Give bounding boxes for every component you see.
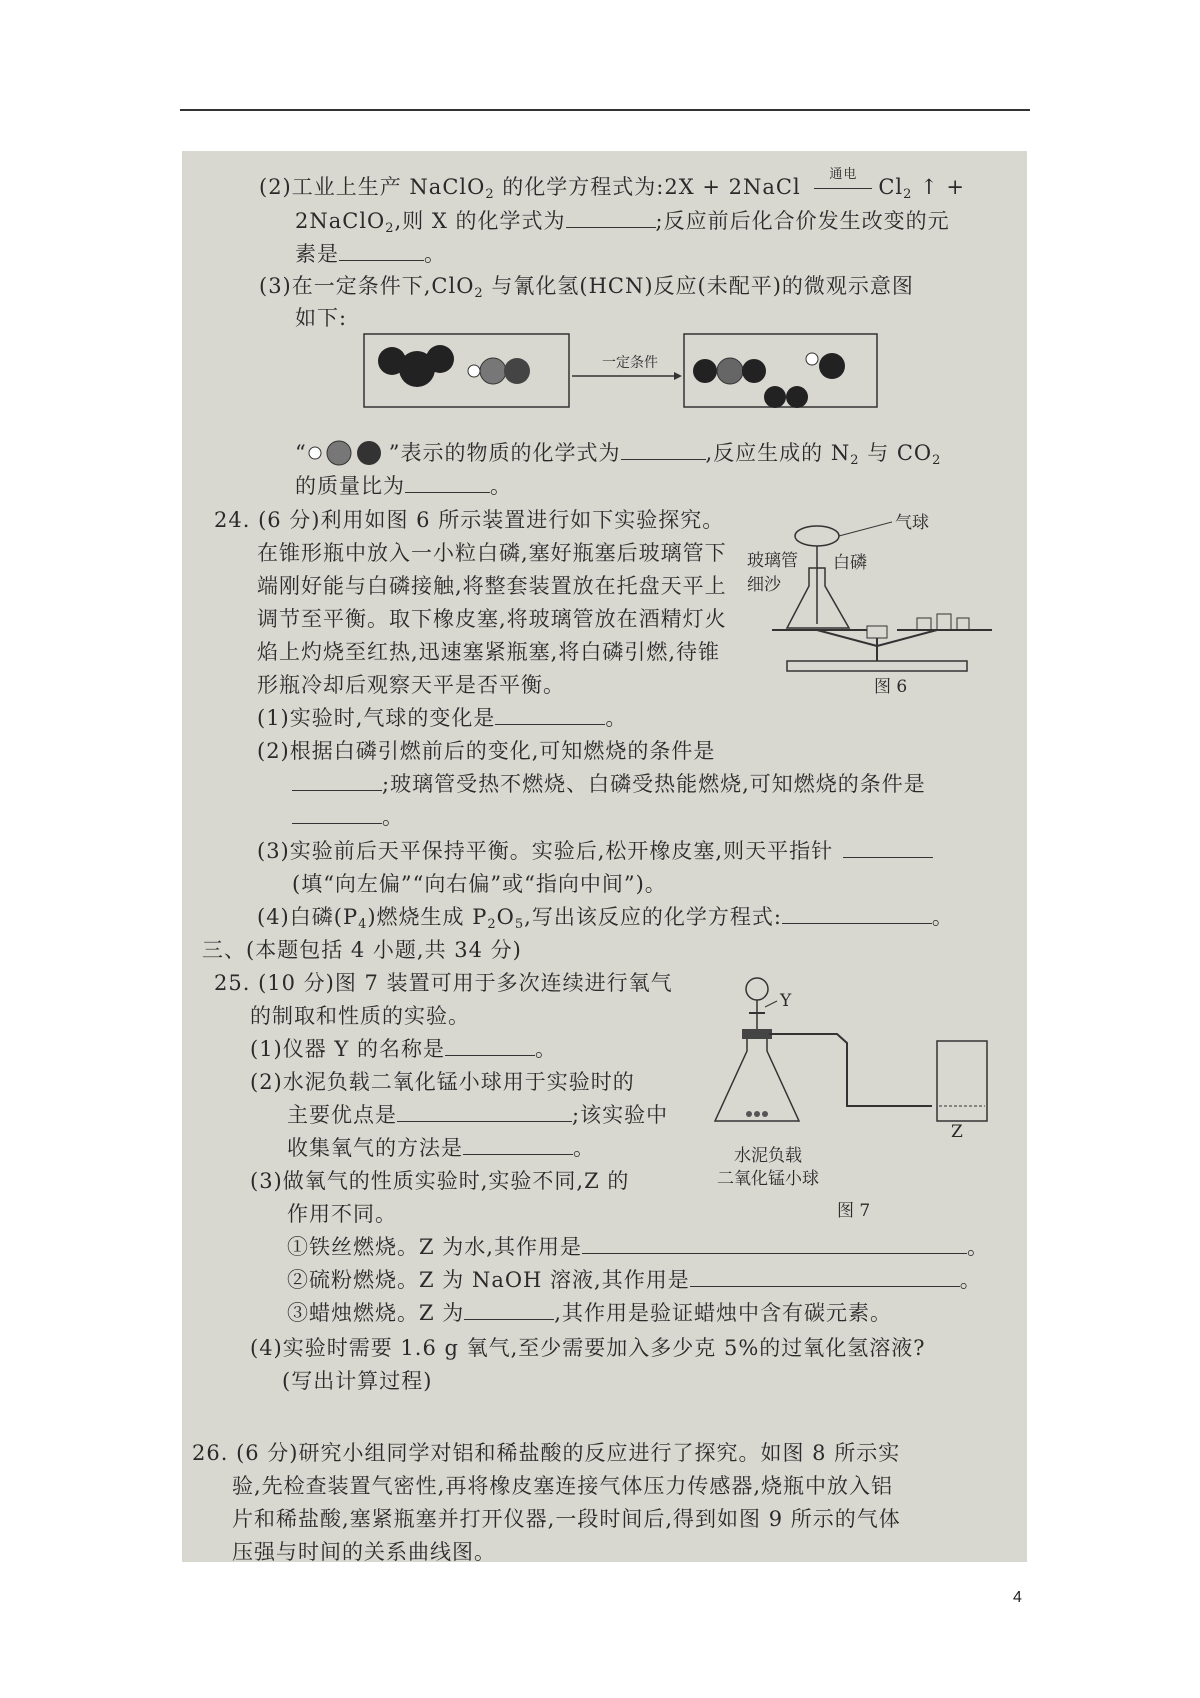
- stopper: [742, 1029, 772, 1039]
- q24-body-5: 形瓶冷却后观察天平是否平衡。: [257, 673, 565, 697]
- q25-s4-note: (写出计算过程): [282, 1369, 433, 1393]
- text: (2)工业上生产 NaClO: [259, 175, 486, 199]
- figure-6-caption: 图 6: [874, 677, 908, 697]
- q26-line-4: 压强与时间的关系曲线图。: [232, 1540, 496, 1564]
- label-pellet-1: 水泥负载: [734, 1146, 802, 1166]
- text: 2NaClO: [295, 209, 386, 233]
- q24-s2-line1: (2)根据白磷引燃前后的变化,可知燃烧的条件是: [257, 739, 716, 763]
- q25-s3-line2: 作用不同。: [287, 1202, 397, 1226]
- q25-s2-line1: (2)水泥负载二氧化锰小球用于实验时的: [250, 1070, 635, 1094]
- q24-body-1: 在锥形瓶中放入一小粒白磷,塞好瓶塞后玻璃管下: [257, 541, 727, 565]
- q24-s3-line1: [257, 837, 933, 865]
- atom-dark: [764, 386, 786, 408]
- q24-s4: (4)白磷$(P_4)$燃烧生成 $P_2O_5$,写出该反应的化学方程式: 。: [257, 905, 954, 932]
- answer-blank[interactable]: [292, 803, 382, 824]
- text: ①铁丝燃烧。Z 为水,其作用是: [287, 1235, 582, 1259]
- atom-dark: [693, 359, 717, 383]
- text: ;反应前后化合价发生改变的元: [655, 209, 950, 233]
- q26-line-2: 验,先检查装置气密性,再将橡皮塞连接气体压力传感器,烧瓶中放入铝: [232, 1474, 894, 1498]
- pellet: [762, 1111, 768, 1117]
- label-y: Y: [780, 991, 792, 1011]
- label-glass-tube: 玻璃管: [747, 551, 798, 571]
- q25-s3-a: ①铁丝燃烧。Z 为水,其作用是 。: [287, 1235, 989, 1259]
- atom-dark: [426, 345, 454, 373]
- leader-line: [765, 1001, 777, 1007]
- text: 收集氧气的方法是: [287, 1136, 463, 1160]
- text: )燃烧生成 P: [367, 905, 488, 929]
- pivot: [867, 626, 887, 638]
- answer-blank[interactable]: [566, 207, 656, 228]
- answer-blank[interactable]: [495, 704, 605, 725]
- label-balloon: 气球: [895, 513, 929, 533]
- text: 与氰化氢(HCN)反应(未配平)的微观示意图: [483, 274, 914, 298]
- answer-blank[interactable]: [339, 240, 424, 261]
- label-white-p: 白磷: [833, 553, 867, 573]
- q25-s3-c: [287, 1299, 892, 1327]
- q23-p3-line1: (3)在一定条件下,ClO$_2$ 与氰化氢(HCN)反应(未配平)的微观示意图: [259, 274, 914, 301]
- q26-line-3: 片和稀盐酸,塞紧瓶塞并打开仪器,一段时间后,得到如图 9 所示的气体: [232, 1507, 901, 1531]
- pellet: [746, 1111, 752, 1117]
- q24-s3-line2: (填“向左偏”“向右偏”或“指向中间”)。: [292, 872, 667, 896]
- text: 与 CO: [859, 441, 933, 465]
- figure-7-apparatus: [697, 971, 1007, 1141]
- text: (3)在一定条件下,ClO: [259, 274, 475, 298]
- conical-flask: [715, 1039, 799, 1121]
- q24-s1: (1)实验时,气球的变化是 。: [257, 706, 628, 730]
- text: (3)实验前后天平保持平衡。实验后,松开橡皮塞,则天平指针: [257, 839, 834, 863]
- figure-6-balance: [747, 506, 1027, 681]
- answer-blank[interactable]: [843, 837, 933, 858]
- hcn-molecule-icon: [307, 442, 389, 464]
- weight: [957, 618, 969, 630]
- molecule-reaction-diagram: [362, 331, 882, 423]
- answer-blank[interactable]: [690, 1266, 960, 1287]
- text: 的化学方程式为:2X + 2NaCl: [494, 175, 801, 199]
- header-rule: [180, 109, 1030, 111]
- q23-p2-line2: 2NaClO$_2$,则 X 的化学式为 ;反应前后化合价发生改变的元: [295, 209, 950, 236]
- q25-s3-b: ②硫粉燃烧。Z 为 NaOH 溶液,其作用是 。: [287, 1268, 982, 1292]
- atom-light: [468, 365, 480, 377]
- atom-dark: [819, 353, 845, 379]
- text: ②硫粉燃烧。Z 为 NaOH 溶液,其作用是: [287, 1268, 690, 1292]
- q23-p2-line1: (2)工业上生产 NaClO$_2$ 的化学方程式为:2X + 2NaCl 通电 $Cl_2$ ↑ +: [259, 173, 965, 209]
- atom-dark: [504, 358, 530, 384]
- figure-7-caption: 图 7: [837, 1201, 871, 1221]
- answer-blank[interactable]: [621, 439, 706, 460]
- section-3-heading: 三、(本题包括 4 小题,共 34 分): [202, 938, 522, 962]
- q24-body-4: 焰上灼烧至红热,迅速塞紧瓶塞,将白磷引燃,待锥: [257, 640, 721, 664]
- q23-p3-line4: 的质量比为 。: [295, 474, 512, 498]
- q23-p3-line3: “ ”表示的物质的化学式为 ,反应生成的 $N_2$ 与 $CO_2$: [295, 441, 942, 468]
- atom-light: [806, 353, 818, 365]
- q25-s1: (1)仪器 Y 的名称是 。: [250, 1037, 557, 1061]
- text: (1)仪器 Y 的名称是: [250, 1037, 445, 1061]
- text: 如下:: [295, 306, 348, 330]
- label-z: Z: [951, 1122, 963, 1142]
- q25-s4: (4)实验时需要 1.6 g 氧气,至少需要加入多少克 5%的过氧化氢溶液?: [250, 1336, 926, 1360]
- balloon: [795, 526, 839, 546]
- label-pellet-2: 二氧化锰小球: [717, 1169, 819, 1189]
- text: Cl: [878, 175, 904, 199]
- atom-dark: [786, 386, 808, 408]
- q25-title: 25. (10 分)图 7 装置可用于多次连续进行氧气: [214, 971, 673, 995]
- q24-title: 24. (6 分)利用如图 6 所示装置进行如下实验探究。: [214, 508, 725, 532]
- atom-grey: [717, 358, 743, 384]
- pellet: [754, 1111, 760, 1117]
- text: ,其作用是验证蜡烛中含有碳元素。: [554, 1301, 892, 1325]
- answer-blank[interactable]: [463, 1134, 573, 1155]
- arrow-head: [674, 372, 682, 380]
- balance-base: [787, 661, 967, 671]
- page-number: 4: [1013, 1589, 1022, 1606]
- text: 素是: [295, 242, 339, 266]
- exam-page-photo: [182, 151, 1027, 1562]
- text: ,则 X 的化学式为: [394, 209, 566, 233]
- text: ③蜡烛燃烧。Z 为: [287, 1301, 465, 1325]
- text: ,反应生成的 N: [705, 441, 851, 465]
- text: ”表示的物质的化学式为: [388, 441, 621, 465]
- atom-grey: [480, 358, 506, 384]
- answer-blank[interactable]: [582, 1233, 967, 1254]
- q25-s3-line1: (3)做氧气的性质实验时,实验不同,Z 的: [250, 1169, 630, 1193]
- answer-blank[interactable]: [397, 1101, 572, 1122]
- text: “: [295, 441, 307, 465]
- answer-blank[interactable]: [464, 1299, 554, 1320]
- text: ;该实验中: [572, 1103, 669, 1127]
- text: (1)实验时,气球的变化是: [257, 706, 496, 730]
- answer-blank[interactable]: [782, 903, 932, 924]
- arrow-label: 一定条件: [602, 355, 658, 371]
- leader-line: [839, 522, 892, 536]
- weight: [937, 614, 951, 630]
- gas-jar-z: [937, 1041, 987, 1121]
- text: 主要优点是: [287, 1103, 397, 1127]
- text: ,写出该反应的化学方程式:: [524, 905, 782, 929]
- label-sand: 细沙: [747, 575, 781, 595]
- text: 的质量比为: [295, 474, 405, 498]
- text: O: [496, 905, 515, 929]
- text: ↑ +: [912, 175, 965, 199]
- delivery-tube: [769, 1034, 932, 1106]
- answer-blank[interactable]: [445, 1035, 535, 1056]
- q26-line-1: 26. (6 分)研究小组同学对铝和稀盐酸的反应进行了探究。如图 8 所示实: [192, 1441, 901, 1465]
- reaction-condition: [808, 167, 878, 201]
- q24-body-2: 端刚好能与白磷接触,将整套装置放在托盘天平上: [257, 574, 727, 598]
- q24-s2-line2: [292, 770, 926, 798]
- condition-label: 通电: [829, 167, 858, 182]
- q24-s2-line3: 。: [292, 803, 404, 831]
- q25-s2-line2: [287, 1101, 668, 1129]
- weight: [917, 618, 931, 630]
- q24-body-3: 调节至平衡。取下橡皮塞,将玻璃管放在酒精灯火: [257, 607, 727, 631]
- answer-blank[interactable]: [292, 770, 382, 791]
- separatory-funnel-bulb: [746, 978, 768, 1000]
- answer-blank[interactable]: [405, 472, 490, 493]
- text: (4)白磷(P: [257, 905, 359, 929]
- q23-p3-line2: [295, 304, 347, 332]
- q23-p2-line3: 素是 。: [295, 242, 446, 266]
- conical-flask: [787, 568, 849, 628]
- q25-s2-line3: 收集氧气的方法是 。: [287, 1136, 595, 1160]
- q25-title2: 的制取和性质的实验。: [250, 1004, 470, 1028]
- atom-dark: [742, 359, 766, 383]
- text: ;玻璃管受热不燃烧、白磷受热能燃烧,可知燃烧的条件是: [382, 772, 926, 796]
